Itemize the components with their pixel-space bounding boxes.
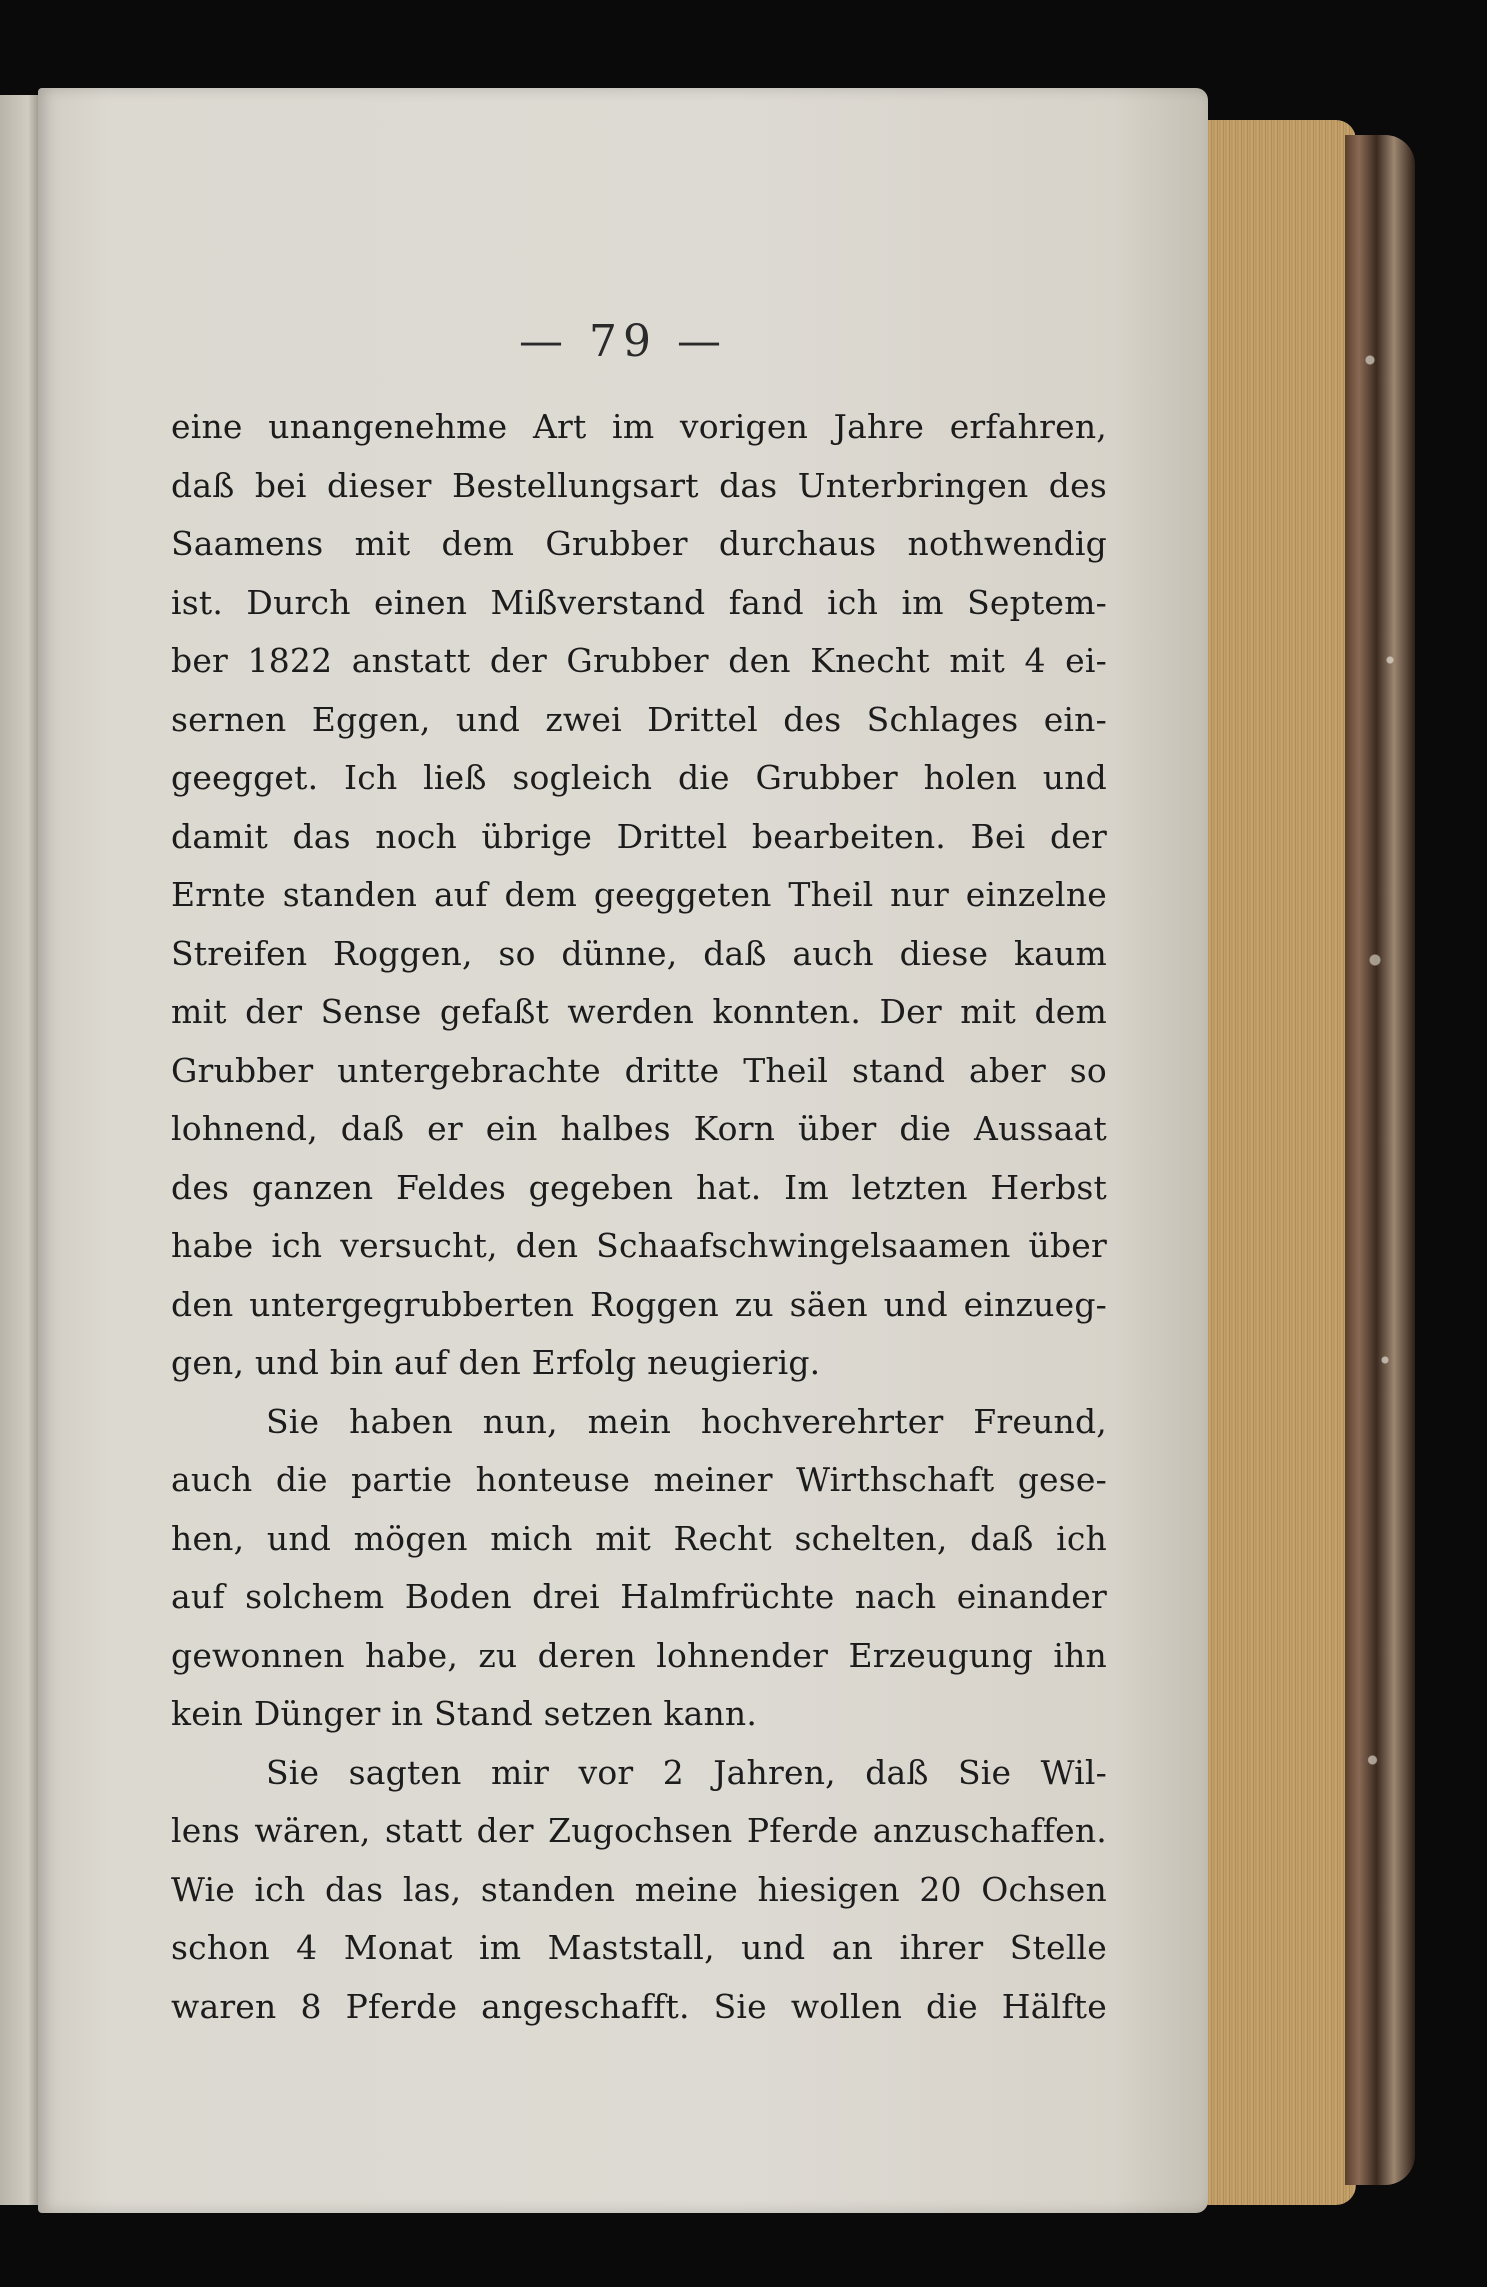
page-block-edge	[1206, 120, 1356, 2205]
text-line: auf solchem Boden drei Halmfrüchte nach einander	[171, 1577, 1107, 1616]
text-line: damit das noch übrige Drittel bearbeiten. Bei der	[171, 816, 1107, 856]
text-line: kein Dünger in Stand setzen kann.	[171, 1694, 758, 1733]
book-page	[38, 88, 1208, 2213]
text-line: waren 8 Pferde angeschafft. Sie wollen die Hälfte	[171, 1986, 1107, 2026]
text-line: daß bei dieser Bestellungsart das Unterbringen des	[171, 465, 1107, 505]
text-line: gen, und bin auf den Erfolg neugierig.	[171, 1343, 821, 1382]
text-line: hen, und mögen mich mit Recht schelten, daß ich	[171, 1518, 1107, 1558]
text-line: Wie ich das las, standen meine hiesigen 20 Ochsen	[171, 1869, 1107, 1909]
text-line: lens wären, statt der Zugochsen Pferde anzuschaffen.	[171, 1811, 1107, 1850]
text-line: eine unangenehme Art im vorigen Jahre erfahren,	[171, 407, 1107, 446]
text-line: schon 4 Monat im Maststall, und an ihrer Stelle	[171, 1928, 1107, 1967]
text-line: den untergegrubberten Roggen zu säen und einzueg-	[171, 1284, 1107, 1324]
text-line: lohnend, daß er ein halbes Korn über die Aussaat	[171, 1109, 1107, 1148]
text-line: habe ich versucht, den Schaafschwingelsaamen über	[171, 1226, 1107, 1265]
page-number-header: — 79 —	[519, 316, 727, 367]
text-line: gewonnen habe, zu deren lohnender Erzeugung ihn	[171, 1635, 1107, 1675]
text-line: ist. Durch einen Mißverstand fand ich im Septem-	[171, 582, 1107, 622]
text-line: auch die partie honteuse meiner Wirthschaft gese-	[171, 1460, 1107, 1499]
text-line: geegget. Ich ließ sogleich die Grubber holen und	[171, 758, 1107, 797]
facing-page-edge	[0, 95, 40, 2205]
text-line: Saamens mit dem Grubber durchaus nothwendig	[171, 524, 1107, 563]
text-line: des ganzen Feldes gegeben hat. Im letzten Herbst	[171, 1167, 1107, 1207]
text-line: mit der Sense gefaßt werden konnten. Der mit dem	[171, 992, 1107, 1031]
text-line: Streifen Roggen, so dünne, daß auch diese kaum	[171, 933, 1107, 973]
body-text	[171, 398, 1107, 2036]
text-line: Ernte standen auf dem geeggeten Theil nur einzelne	[171, 875, 1107, 914]
text-line: Sie sagten mir vor 2 Jahren, daß Sie Wil-	[266, 1752, 1107, 1792]
text-line: ber 1822 anstatt der Grubber den Knecht mit 4 ei-	[171, 641, 1107, 680]
cover-texture	[1355, 160, 1405, 2160]
text-line: Grubber untergebrachte dritte Theil stand aber so	[171, 1050, 1107, 1090]
text-line: sernen Eggen, und zwei Drittel des Schlages ein-	[171, 699, 1107, 739]
text-line: Sie haben nun, mein hochverehrter Freund,	[266, 1401, 1107, 1441]
